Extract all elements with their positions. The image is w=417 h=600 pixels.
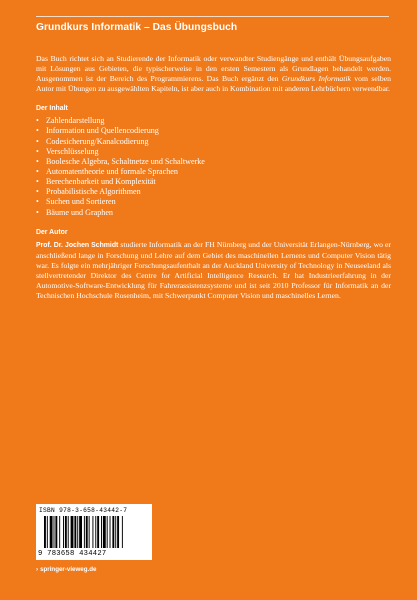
contents-item-label: Automatentheorie und formale Sprachen (46, 167, 178, 177)
author-name: Prof. Dr. Jochen Schmidt (36, 241, 119, 249)
header-rule (36, 16, 389, 17)
contents-item (36, 157, 391, 167)
bullet-icon: • (36, 116, 39, 126)
bullet-icon: • (36, 177, 39, 187)
contents-item (36, 137, 391, 147)
intro-paragraph (36, 54, 391, 94)
contents-list (36, 116, 391, 218)
contents-item-label: Information und Quellencodierung (46, 126, 159, 136)
contents-item (36, 197, 391, 207)
contents-item (36, 147, 391, 157)
bullet-icon: • (36, 136, 39, 146)
bullet-icon: • (36, 156, 39, 166)
bullet-icon: • (36, 126, 39, 136)
author-bio: studierte Informatik an der FH Nürnberg und der Universität Erlangen-Nürnberg, wo er anschließend lange in Forschung und Lehre auf dem Gebiet des maschinellen Lernens und Computer Vision tätig war. Es folgte ein mehrjähriger Forschungsaufenthalt an der Auckland University of Technology in Neuseeland als stellvertretender Direktor des Centre for Artificial Intelligence Research. Er hat Industrieerfahrung in der Automotive-Software-Entwicklung für Fahrerassistenzsysteme und ist seit 2010 Professor für Informatik an der Technischen Hochschule Rosenheim, mit Schwerpunkt Computer Vision und maschinelles Lernen. (36, 239, 391, 301)
intro-book-reference: Grundkurs Informatik (281, 74, 351, 84)
author-paragraph (36, 240, 391, 301)
contents-item-label: Probabilistische Algorithmen (46, 187, 141, 197)
author-heading: Der Autor (36, 228, 68, 236)
contents-item-label: Boolesche Algebra, Schaltnetze und Schaltwerke (46, 156, 205, 166)
contents-item (36, 208, 391, 218)
website-label: springer-vieweg.de (40, 566, 97, 573)
barcode-digits: 9 783658 434427 (38, 550, 107, 558)
contents-item-label: Codesicherung/Kanalcodierung (46, 136, 149, 146)
intro-text-1: Das Buch richtet sich an Studierende der Informatik oder verwandter Studiengänge und enthält Übungsaufgaben mit Lösungen aus Gebieten, die typischerweise in den ersten Semestern als Grundlagen behandelt werden. Ausgenommen ist der Bereich des Programmierens. Das Buch ergänzt den (36, 54, 391, 84)
contents-item-label: Bäume und Graphen (46, 207, 113, 217)
contents-item-label: Berechenbarkeit und Komplexität (46, 177, 156, 187)
bullet-icon: • (36, 167, 39, 177)
publisher-website[interactable] (36, 566, 96, 573)
contents-item-label: Zahlendarstellung (46, 116, 105, 126)
contents-item-label: Suchen und Sortieren (46, 197, 116, 207)
bullet-icon: • (36, 146, 39, 156)
book-title: Grundkurs Informatik – Das Übungsbuch (36, 22, 238, 33)
contents-item (36, 187, 391, 197)
contents-item (36, 167, 391, 177)
cover-text (36, 54, 391, 301)
arrow-icon: › (36, 566, 39, 573)
contents-item-label: Verschlüsselung (46, 146, 99, 156)
contents-item (36, 116, 391, 126)
barcode-bars (44, 516, 144, 548)
intro-text-2: vom selben Autor mit Übungen zu ausgewählten Kapiteln, ist aber auch in Kombination mit anderen Lehrbüchern verwendbar. (36, 74, 391, 94)
barcode-label (36, 504, 152, 560)
isbn-text: ISBN 978-3-658-43442-7 (39, 507, 128, 514)
contents-item (36, 126, 391, 136)
bullet-icon: • (36, 187, 39, 197)
bullet-icon: • (36, 207, 39, 217)
bullet-icon: • (36, 197, 39, 207)
contents-heading: Der Inhalt (36, 105, 68, 113)
contents-item (36, 177, 391, 187)
